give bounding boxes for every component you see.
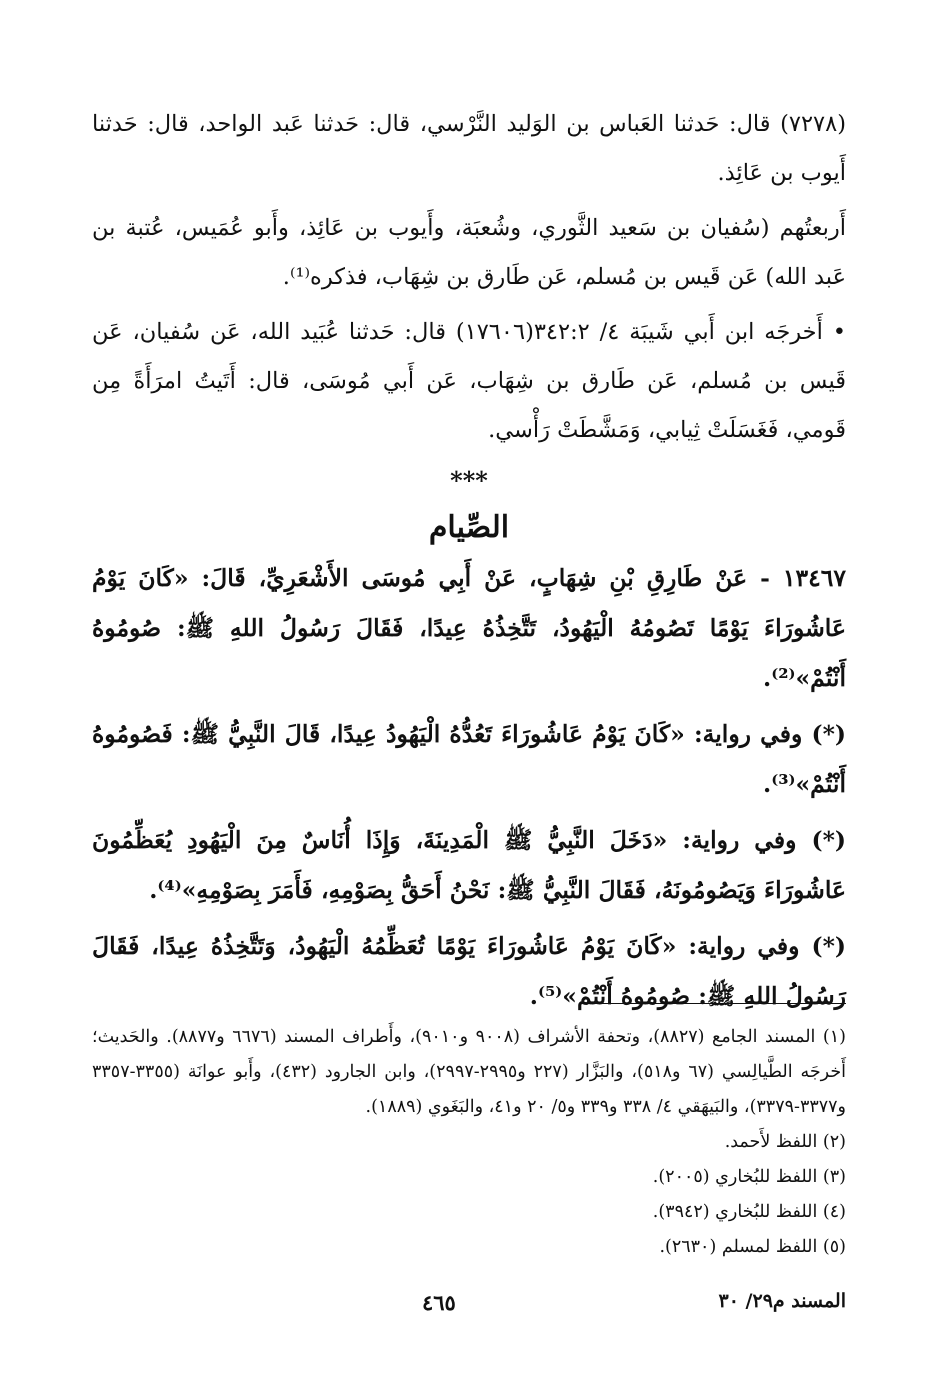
main-text — [92, 100, 846, 1027]
hadith-narration-4: (*) وفي رواية: «كَانَ يَوْمُ عَاشُورَاءَ يَوْمًا تُعَظِّمُهُ الْيَهُودُ، وَتَتَّخِذُهُ عِيدًا، فَقَالَ رَسُولُ اللهِ ﷺ: صُومُوهُ أَنْتُمْ»⁽⁵⁾. — [92, 932, 846, 1010]
page-number: ٤٦٥ — [422, 1290, 456, 1315]
footnotes — [92, 1020, 846, 1265]
chain-summary-paragraph: أَربعتُهم (سُفيان بن سَعيد الثَّوري، وشُعبَة، وأَيوب بن عَائِذ، وأَبو عُمَيس، عُتبة بن عَبد الله) عَن قَيس بن مُسلم، عَن طَارق بن شِهَاب، فذكره⁽¹⁾. — [92, 215, 846, 290]
page-footer — [92, 1290, 846, 1330]
hadith-narration-3: (*) وفي رواية: «دَخَلَ النَّبِيُّ ﷺ الْمَدِينَةَ، وَإِذَا أُنَاسٌ مِنَ الْيَهُودِ يُعَظِّمُونَ عَاشُورَاءَ وَيَصُومُونَهُ، فَقَالَ النَّبِيُّ ﷺ: نَحْنُ أَحَقُّ بِصَوْمِهِ، فَأَمَرَ بِصَوْمِهِ»⁽⁴⁾. — [92, 826, 846, 904]
footnote-4: (٤) اللفظ للبُخاري (٣٩٤٢). — [652, 1202, 846, 1222]
volume-signature: المسند م٢٩/ ٣٠ — [718, 1290, 846, 1312]
section-title: الصِّيام — [428, 510, 510, 545]
hadith-main: ١٣٤٦٧ - عَنْ طَارِقِ بْنِ شِهَابٍ، عَنْ أَبِي مُوسَى الأَشْعَرِيِّ، قَالَ: «كَانَ يَوْمُ عَاشُورَاءَ يَوْمًا تَصُومُهُ الْيَهُودُ، تَتَّخِذُهُ عِيدًا، فَقَالَ رَسُولُ اللهِ ﷺ: صُومُوهُ أَنْتُمْ»⁽²⁾. — [92, 564, 846, 692]
hadith-narration-2: (*) وفي رواية: «كَانَ يَوْمُ عَاشُورَاءَ تَعُدُّهُ الْيَهُودُ عِيدًا، قَالَ النَّبِيُّ ﷺ: فَصُومُوهُ أَنْتُمْ»⁽³⁾. — [92, 720, 846, 798]
chain-paragraph: (٧٢٧٨) قال: حَدثنا العَباس بن الوَليد النَّرْسي، قال: حَدثنا عَبد الواحد، قال: حَدثنا أَيوب بن عَائِذ. — [92, 111, 846, 186]
footnote-divider — [584, 1003, 846, 1004]
footnote-1: (١) المسند الجامع (٨٨٢٧)، وتحفة الأشراف (٩٠٠٨ و٩٠١٠)، وأَطراف المسند (٦٦٧٦ و٨٨٧٧). والحَديث؛ أَخرجَه الطَّيالِسي (٦٧ و٥١٨)، والبَزَّار (٢٢٧ و٢٩٩٥-٢٩٩٧)، وابن الجارود (٤٣٢)، وأَبو عوانَة (٣٣٥٥-٣٣٥٧ و٣٣٧٧-٣٣٧٩)، والبَيهَقي ٤/ ٣٣٨ و٣٣٩ و٥/ ٢٠ و٤١، والبَغَوي (١٨٨٩). — [92, 1027, 847, 1117]
footnote-5: (٥) اللفظ لمسلم (٢٦٣٠). — [659, 1237, 846, 1257]
footnote-3: (٣) اللفظ للبُخاري (٢٠٠٥). — [652, 1167, 846, 1187]
ibn-abi-shaybah-paragraph: • أَخرجَه ابن أَبي شَيبَة ٤/ ٣٤٢:٢(١٧٦٠٦) قال: حَدثنا عُبَيد الله، عَن سُفيان، عَن قَيس بن مُسلم، عَن طَارق بن شِهَاب، عَن أَبي مُوسَى، قال: أَتَيتُ امرَأَةً مِن قَومي، فَغَسَلَتْ ثِيابي، وَمَشَّطَتْ رَأْسي. — [92, 319, 846, 443]
section-separator: *** — [450, 466, 488, 495]
footnote-2: (٢) اللفظ لأَحمد. — [724, 1132, 846, 1152]
